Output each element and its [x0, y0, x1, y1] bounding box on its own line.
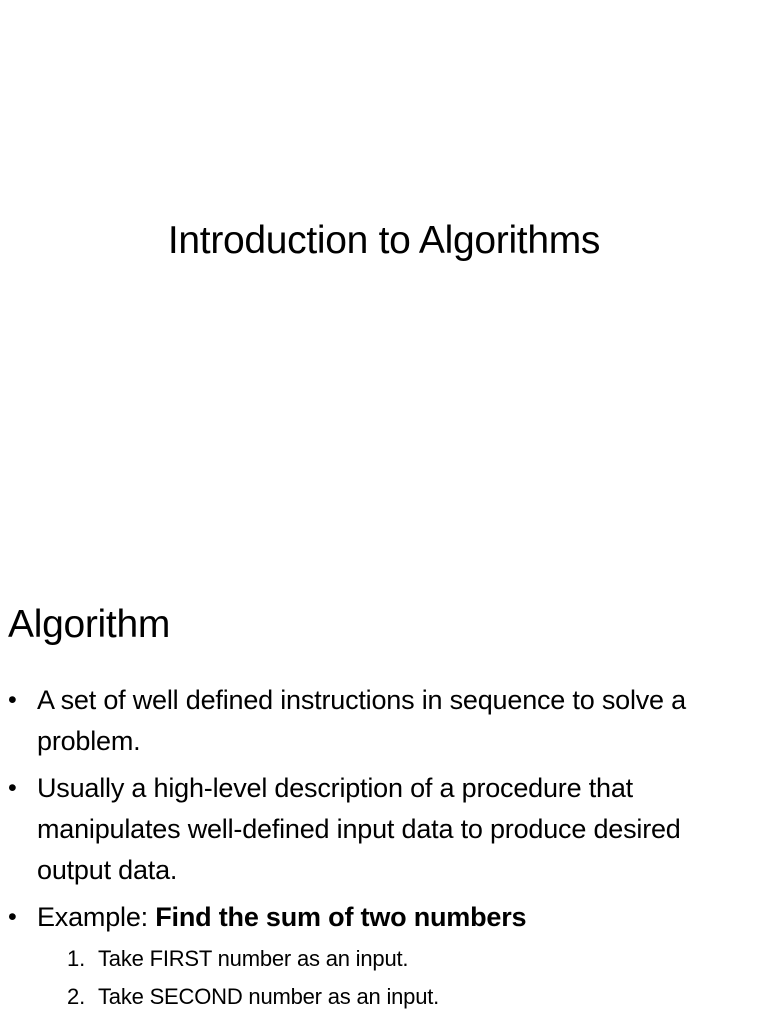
bullet-icon: •	[8, 686, 17, 714]
step-number: 2.	[67, 984, 85, 1009]
bullet-bold-text: Find the sum of two numbers	[155, 902, 527, 932]
bullet-list	[8, 680, 760, 1020]
bullet-item	[8, 680, 760, 762]
step-text: Take FIRST number as an input.	[98, 946, 409, 971]
step-number: 1.	[67, 946, 85, 971]
step-item	[45, 980, 768, 1014]
step-list	[37, 942, 760, 1014]
slide-heading: Algorithm	[8, 603, 171, 646]
slide-title: Introduction to Algorithms	[167, 219, 601, 262]
bullet-text: Usually a high-level description of a procedure that manipulates well-defined input data to produce desired output data.	[37, 773, 681, 885]
bullet-icon: •	[8, 903, 17, 931]
bullet-prefix: Example:	[37, 902, 156, 932]
bullet-item	[8, 897, 760, 1014]
bullet-item	[8, 768, 760, 891]
content-slide	[0, 576, 768, 1024]
bullet-text: A set of well defined instructions in sequence to solve a problem.	[37, 685, 686, 756]
step-text: Take SECOND number as an input.	[98, 984, 440, 1009]
step-item	[45, 942, 768, 976]
bullet-icon: •	[8, 774, 17, 802]
